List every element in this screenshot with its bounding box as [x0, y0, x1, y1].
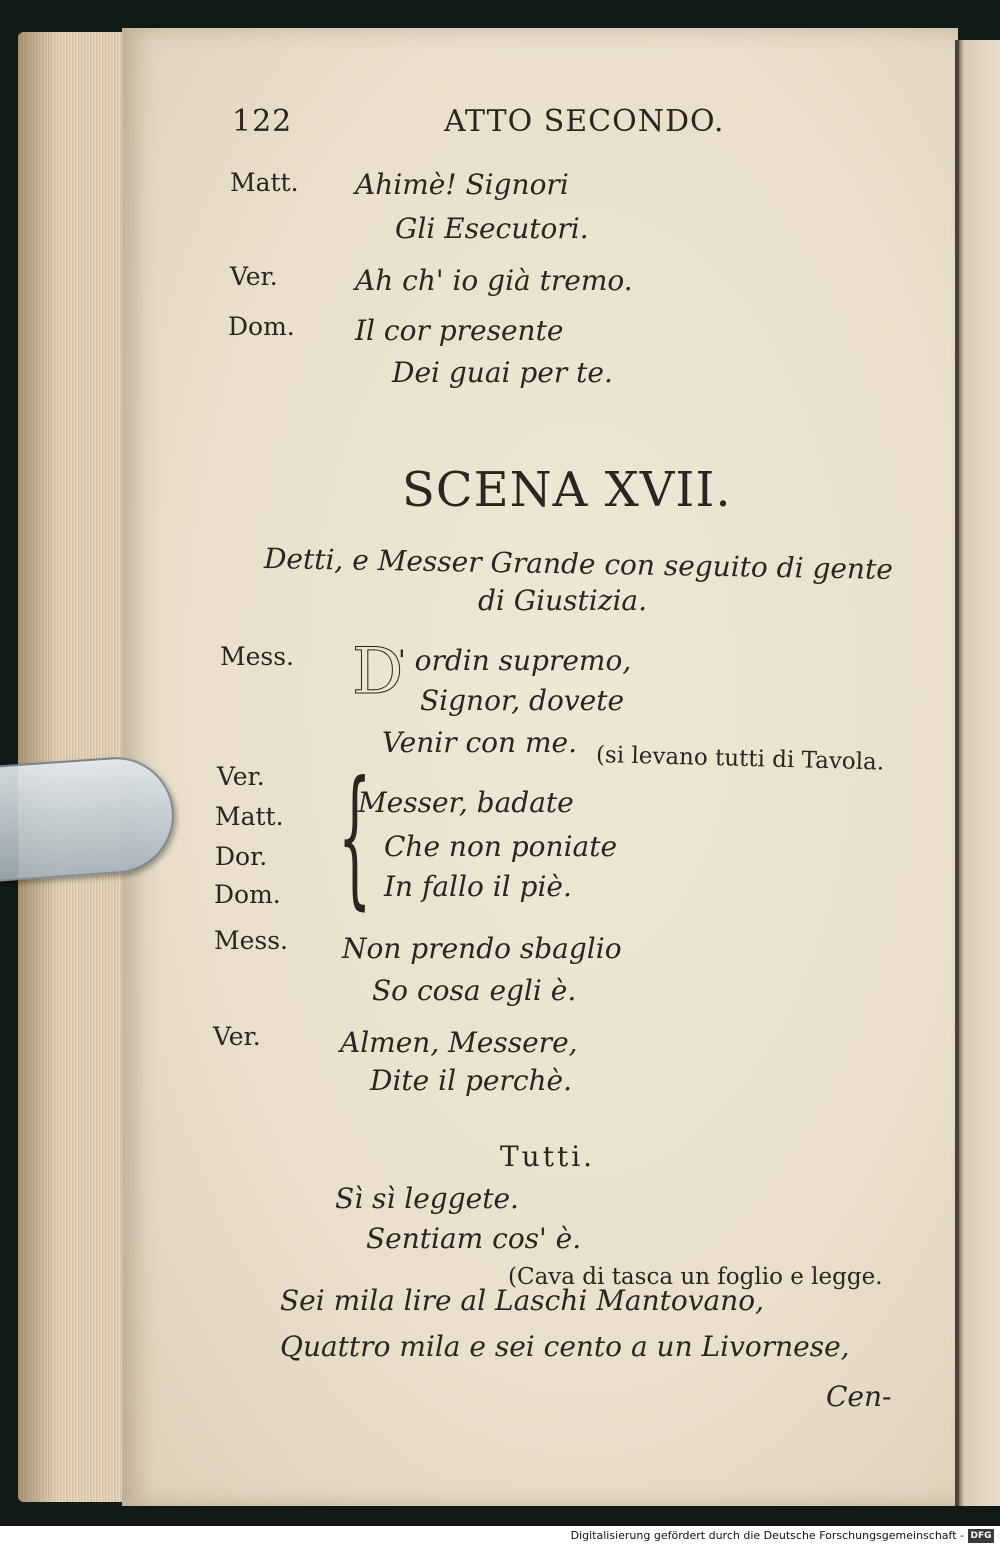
- running-title: ATTO SECONDO.: [444, 104, 725, 139]
- verse-line: Non prendo sbaglio: [342, 932, 622, 965]
- page-gutter: [955, 40, 959, 1506]
- verse-line: In fallo il piè.: [384, 870, 572, 903]
- role-label: Dom.: [228, 312, 295, 341]
- verse-line: Il cor presente: [355, 314, 564, 347]
- verse-line: Venir con me.: [382, 726, 577, 759]
- verse-line: Sei mila lire al Laschi Mantovano,: [280, 1284, 765, 1317]
- catchword: Cen-: [826, 1380, 892, 1413]
- role-label: Matt.: [215, 802, 284, 831]
- scene-title: SCENA XVII.: [402, 462, 732, 518]
- verse-line: Dei guai per te.: [392, 356, 613, 389]
- role-label: Dor.: [215, 842, 268, 871]
- footer-credit: Digitalisierung gefördert durch die Deutsche Forschungsgemeinschaft -: [570, 1529, 964, 1542]
- scene-description: Detti, e Messer Grande con seguito di gente: [263, 542, 894, 586]
- role-label: Matt.: [230, 168, 299, 197]
- page-number: 122: [232, 104, 293, 139]
- verse-line: Quattro mila e sei cento a un Livornese,: [280, 1330, 850, 1363]
- verse-line: Almen, Messere,: [340, 1026, 578, 1059]
- role-label: Ver.: [217, 762, 265, 791]
- stage-direction: (si levano tutti di Tavola.: [595, 742, 885, 776]
- grouping-brace: {: [338, 750, 372, 924]
- verse-line: So cosa egli è.: [372, 974, 577, 1007]
- verse-line: Gli Esecutori.: [395, 212, 589, 245]
- verse-line: Messer, badate: [358, 786, 574, 819]
- verse-line: Sentiam cos' è.: [366, 1222, 582, 1255]
- speaker-heading: Tutti.: [500, 1140, 596, 1173]
- role-label: Dom.: [214, 880, 281, 909]
- dfg-logo: DFG: [968, 1529, 994, 1543]
- verse-line: Dite il perchè.: [370, 1064, 573, 1097]
- role-label: Mess.: [220, 642, 294, 671]
- role-label: Mess.: [214, 926, 288, 955]
- verse-line: ' ordin supremo,: [398, 644, 632, 677]
- verse-line: Signor, dovete: [420, 684, 625, 717]
- stage-direction: (Cava di tasca un foglio e legge.: [508, 1264, 883, 1290]
- role-label: Ver.: [230, 262, 278, 291]
- verse-line: Ah ch' io già tremo.: [355, 264, 633, 297]
- verse-line: Che non poniate: [384, 830, 618, 863]
- decorative-initial: D: [352, 635, 404, 709]
- facing-page-sliver: [958, 40, 1000, 1506]
- scene-description: di Giustizia.: [478, 584, 648, 617]
- verse-line: Sì sì leggete.: [335, 1182, 519, 1215]
- role-label: Ver.: [213, 1022, 261, 1051]
- verse-line: Ahimè! Signori: [355, 168, 569, 201]
